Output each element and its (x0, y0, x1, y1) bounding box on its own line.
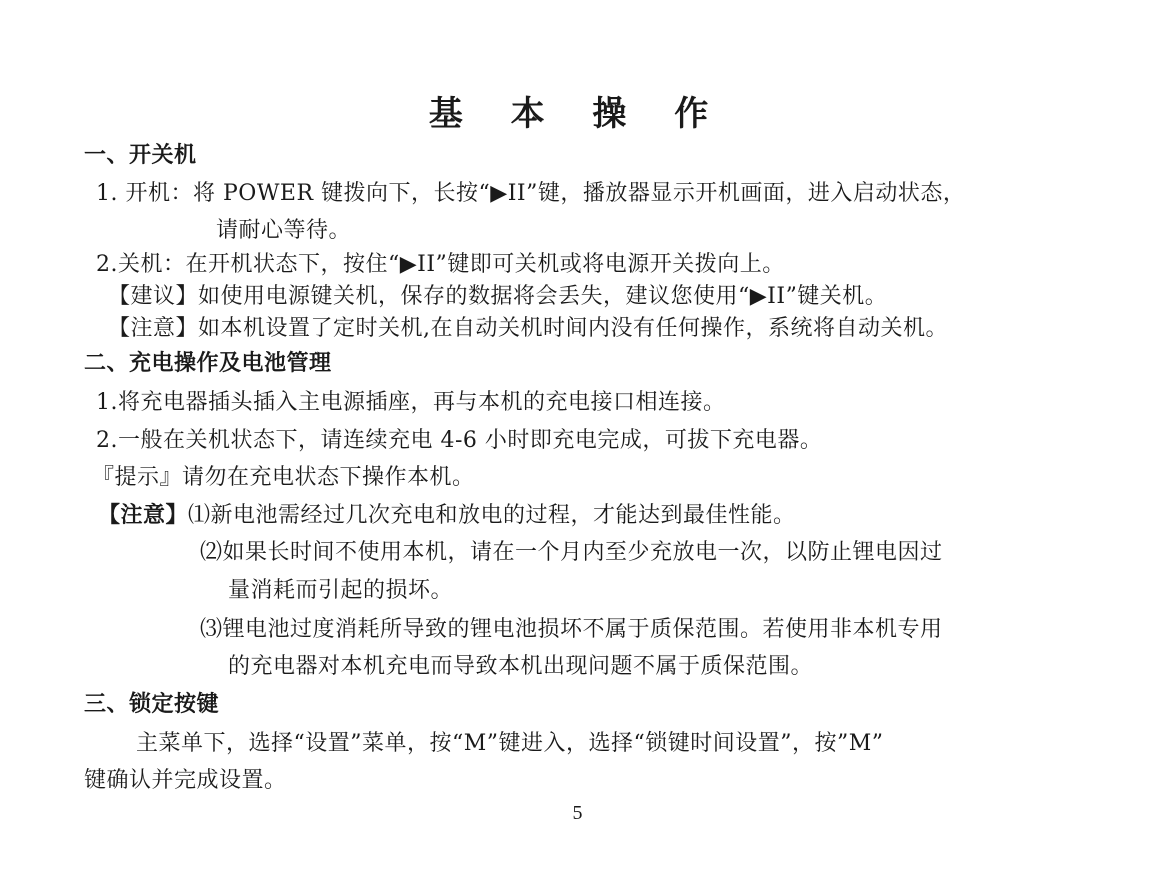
battery-note-label: 【注意】 (98, 503, 189, 528)
lock-instruction: 主菜单下，选择“设置”菜单，按“M”键进入，选择“锁键时间设置”，按”M” (136, 731, 884, 756)
battery-note-1-text: ⑴新电池需经过几次充电和放电的过程，才能达到最佳性能。 (188, 503, 796, 528)
lock-instruction-cont: 键确认并完成设置。 (84, 768, 287, 793)
timer-note-text: 如本机设置了定时关机,在自动关机时间内没有任何操作，系统将自动关机。 (198, 316, 949, 341)
battery-note-1 (98, 501, 796, 531)
battery-note-2-cont: 量消耗而引起的损坏。 (228, 578, 454, 603)
power-off-instruction: 2.关机：在开机状态下，按住“▶II”键即可关机或将电源开关拨向上。 (96, 252, 785, 277)
power-on-instruction-cont: 请耐心等待。 (216, 218, 352, 243)
section-heading-power: 一、开关机 (84, 143, 197, 168)
section-heading-charging: 二、充电操作及电池管理 (84, 351, 332, 376)
charging-tip: 『提示』请勿在充电状态下操作本机。 (92, 465, 475, 490)
timer-note (108, 314, 948, 344)
suggestion-label: 【建议】 (108, 284, 199, 309)
page-title: 基 本 操 作 (428, 94, 727, 134)
section-heading-lock: 三、锁定按键 (84, 692, 220, 717)
battery-note-3-cont: 的充电器对本机充电而导致本机出现问题不属于质保范围。 (228, 654, 814, 679)
charging-step-1: 1.将充电器插头插入主电源插座，再与本机的充电接口相连接。 (96, 390, 726, 415)
suggestion-text: 如使用电源键关机，保存的数据将会丢失，建议您使用“▶II”键关机。 (198, 284, 888, 309)
suggestion-note (108, 282, 887, 312)
battery-note-3: ⑶锂电池过度消耗所导致的锂电池损坏不属于质保范围。若使用非本机专用 (200, 617, 943, 642)
page-number: 5 (572, 802, 583, 824)
power-on-instruction: 1. 开机：将 POWER 键拨向下，长按“▶II”键，播放器显示开机画面，进入启动状态， (96, 181, 966, 206)
battery-note-2: ⑵如果长时间不使用本机，请在一个月内至少充放电一次，以防止锂电因过 (200, 540, 943, 565)
charging-step-2: 2.一般在关机状态下，请连续充电 4-6 小时即充电完成，可拔下充电器。 (96, 428, 823, 453)
timer-note-label: 【注意】 (108, 316, 199, 341)
